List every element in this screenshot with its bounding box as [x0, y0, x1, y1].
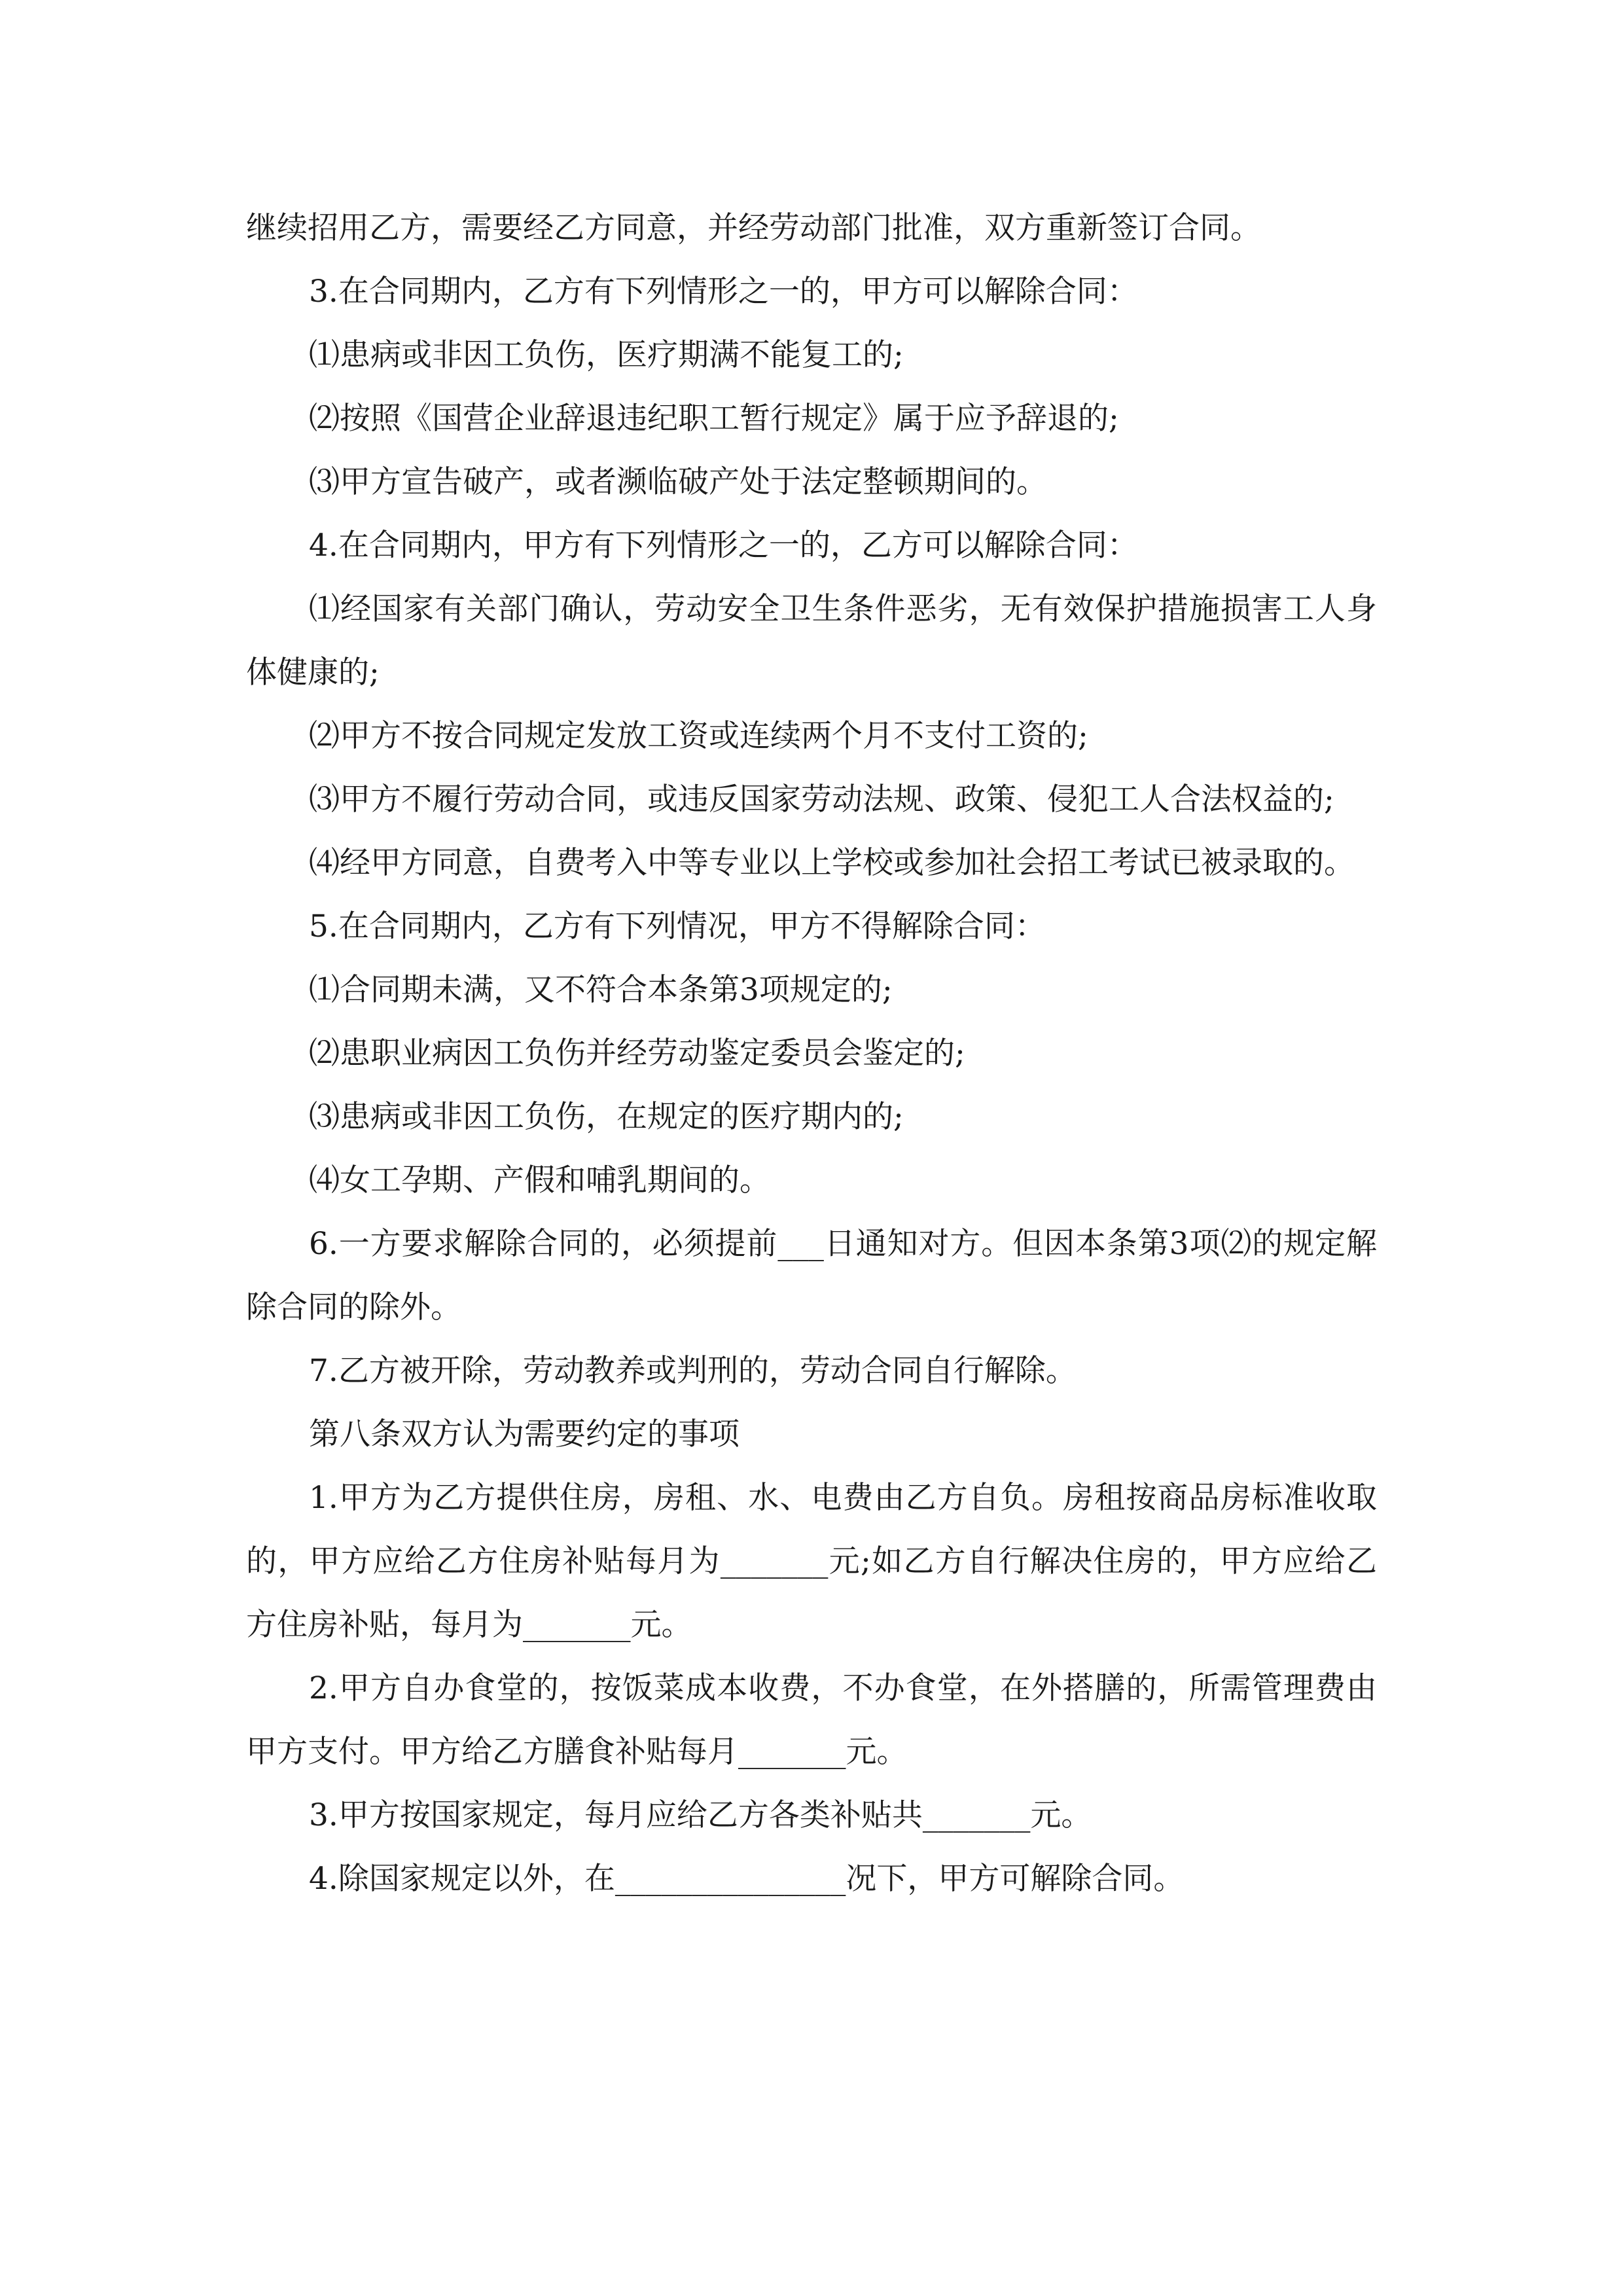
paragraph: 1.甲方为乙方提供住房，房租、水、电费由乙方自负。房租按商品房标准收取的，甲方应给乙方住房补贴每月为_______元;如乙方自行解决住房的，甲方应给乙方住房补贴，每月为_______元。 [246, 1480, 1377, 1643]
section-heading: 第八条双方认为需要约定的事项 [309, 1416, 740, 1452]
paragraph: ⑴合同期未满，又不符合本条第3项规定的; [309, 972, 893, 1008]
paragraph: 4.除国家规定以外，在_______________况下，甲方可解除合同。 [309, 1861, 1185, 1897]
paragraph: 继续招用乙方，需要经乙方同意，并经劳动部门批准，双方重新签订合同。 [246, 210, 1261, 246]
paragraph: ⑵按照《国营企业辞退违纪职工暂行规定》属于应予辞退的; [309, 401, 1119, 437]
paragraph: ⑴经国家有关部门确认，劳动安全卫生条件恶劣，无有效保护措施损害工人身体健康的; [246, 591, 1377, 691]
paragraph: ⑶甲方宣告破产，或者濒临破产处于法定整顿期间的。 [309, 464, 1047, 500]
paragraph: ⑷经甲方同意，自费考入中等专业以上学校或参加社会招工考试已被录取的。 [309, 845, 1355, 881]
paragraph: ⑷女工孕期、产假和哺乳期间的。 [309, 1162, 770, 1198]
paragraph: ⑵患职业病因工负伤并经劳动鉴定委员会鉴定的; [309, 1035, 965, 1071]
paragraph: ⑴患病或非因工负伤，医疗期满不能复工的; [309, 337, 904, 373]
paragraph: 3.甲方按国家规定，每月应给乙方各类补贴共_______元。 [309, 1797, 1092, 1833]
paragraph: 7.乙方被开除，劳动教养或判刑的，劳动合同自行解除。 [309, 1353, 1077, 1389]
paragraph: ⑵甲方不按合同规定发放工资或连续两个月不支付工资的; [309, 718, 1088, 754]
paragraph: ⑶甲方不履行劳动合同，或违反国家劳动法规、政策、侵犯工人合法权益的; [309, 781, 1334, 817]
paragraph: ⑶患病或非因工负伤，在规定的医疗期内的; [309, 1099, 904, 1135]
paragraph: 3.在合同期内，乙方有下列情形之一的，甲方可以解除合同： [309, 274, 1138, 310]
document-body [246, 196, 1377, 1910]
paragraph: 6.一方要求解除合同的，必须提前___日通知对方。但因本条第3项⑵的规定解除合同的除外。 [246, 1226, 1377, 1325]
paragraph: 5.在合同期内，乙方有下列情况，甲方不得解除合同： [309, 908, 1046, 944]
paragraph: 2.甲方自办食堂的，按饭菜成本收费，不办食堂，在外搭膳的，所需管理费由甲方支付。甲方给乙方膳食补贴每月_______元。 [246, 1670, 1377, 1770]
paragraph: 4.在合同期内，甲方有下列情形之一的，乙方可以解除合同： [309, 528, 1138, 564]
